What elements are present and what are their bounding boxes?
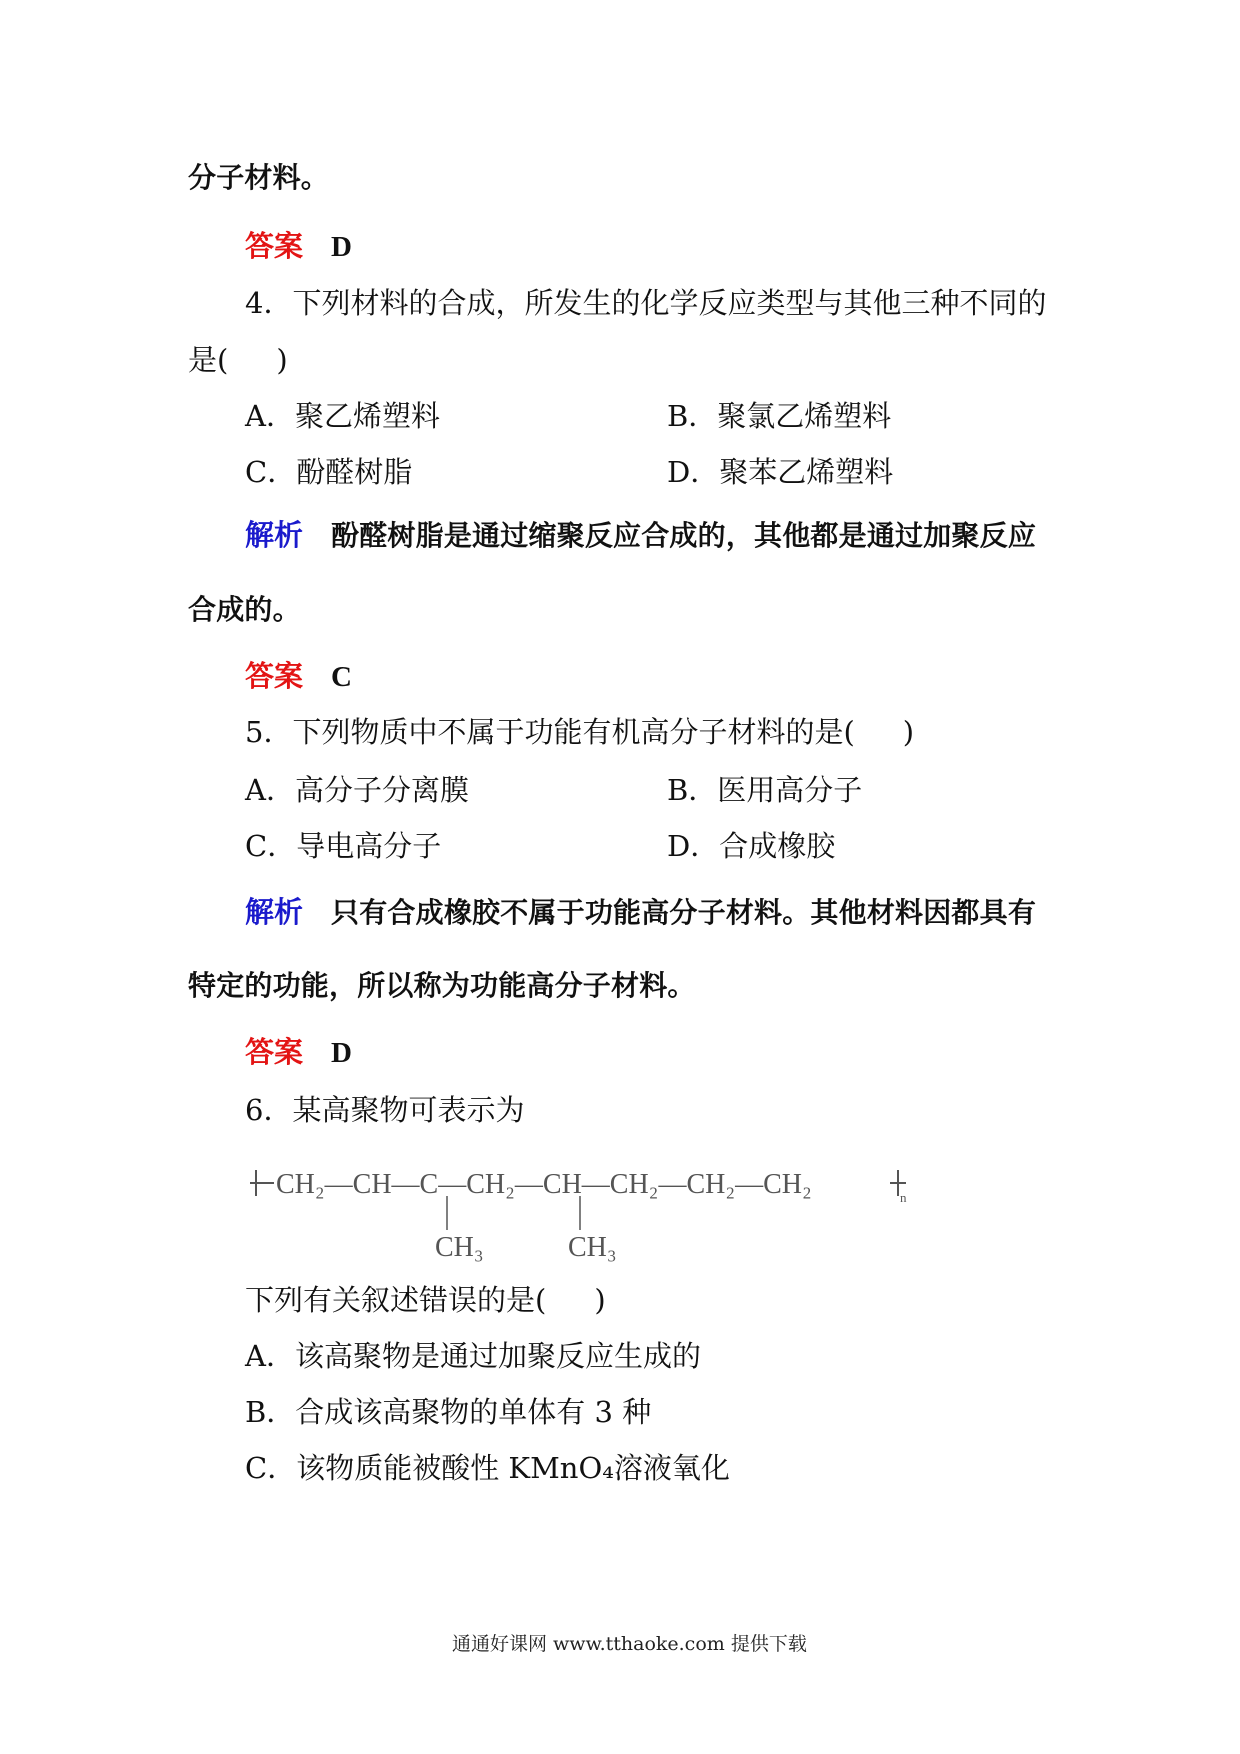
option-c: C．酚醛树脂 [245,455,413,489]
answer-line [245,226,352,267]
answer-label: 答案 [245,659,304,693]
explanation-label: 解析 [245,518,304,552]
option-a: A．高分子分离膜 [245,773,469,807]
stem-part: ) [594,1283,606,1317]
formula-main-chain: CH₂—CH—C—CH₂—CH—CH₂—CH₂—CH₂ [276,1169,812,1200]
question-stem-continuation [188,340,288,380]
stem-part: ) [276,343,288,377]
repeat-subscript-n: n [900,1190,907,1205]
explanation-continuation: 特定的功能，所以称为功能高分子材料。 [188,969,696,1002]
answer-label: 答案 [245,1035,304,1069]
explanation [245,892,1036,933]
answer-value: D [331,231,352,263]
answer-line [245,656,352,697]
polymer-structural-formula [250,1150,910,1270]
answer-label: 答案 [245,229,304,263]
option-c: C．导电高分子 [245,829,442,863]
stem-part: 是( [188,343,229,377]
explanation-continuation: 分子材料。 [188,161,330,194]
explanation-continuation: 合成的。 [188,593,301,626]
option-d: D．合成橡胶 [667,829,836,863]
explanation-text: 只有合成橡胶不属于功能高分子材料。其他材料因都具有 [331,896,1037,929]
methyl-group-2: CH₃ [568,1232,617,1263]
question-prompt [245,1280,606,1320]
stem-part: 5．下列物质中不属于功能有机高分子材料的是( [245,715,855,749]
stem-part: ) [902,715,915,749]
question-stem: 6．某高聚物可表示为 [245,1093,525,1127]
option-b: B．医用高分子 [667,773,863,807]
option-b: B．合成该高聚物的单体有 3 种 [245,1395,652,1429]
option-b: B．聚氯乙烯塑料 [667,399,892,433]
answer-line [245,1032,352,1073]
stem-part: 下列有关叙述错误的是( [245,1283,547,1317]
explanation-text: 酚醛树脂是通过缩聚反应合成的，其他都是通过加聚反应 [331,519,1037,552]
option-a: A．聚乙烯塑料 [245,399,440,433]
answer-value: D [331,1037,352,1069]
option-c: C．该物质能被酸性 KMnO₄溶液氧化 [245,1451,730,1485]
option-d: D．聚苯乙烯塑料 [667,455,894,489]
explanation-label: 解析 [245,895,304,929]
option-a: A．该高聚物是通过加聚反应生成的 [245,1339,701,1373]
question-stem: 4．下列材料的合成，所发生的化学反应类型与其他三种不同的 [245,286,1047,320]
page-footer: 通通好课网 www.tthaoke.com 提供下载 [452,1633,807,1655]
question-stem [245,712,914,752]
methyl-group-1: CH₃ [435,1232,484,1263]
explanation [245,515,1036,556]
answer-value: C [331,661,352,693]
